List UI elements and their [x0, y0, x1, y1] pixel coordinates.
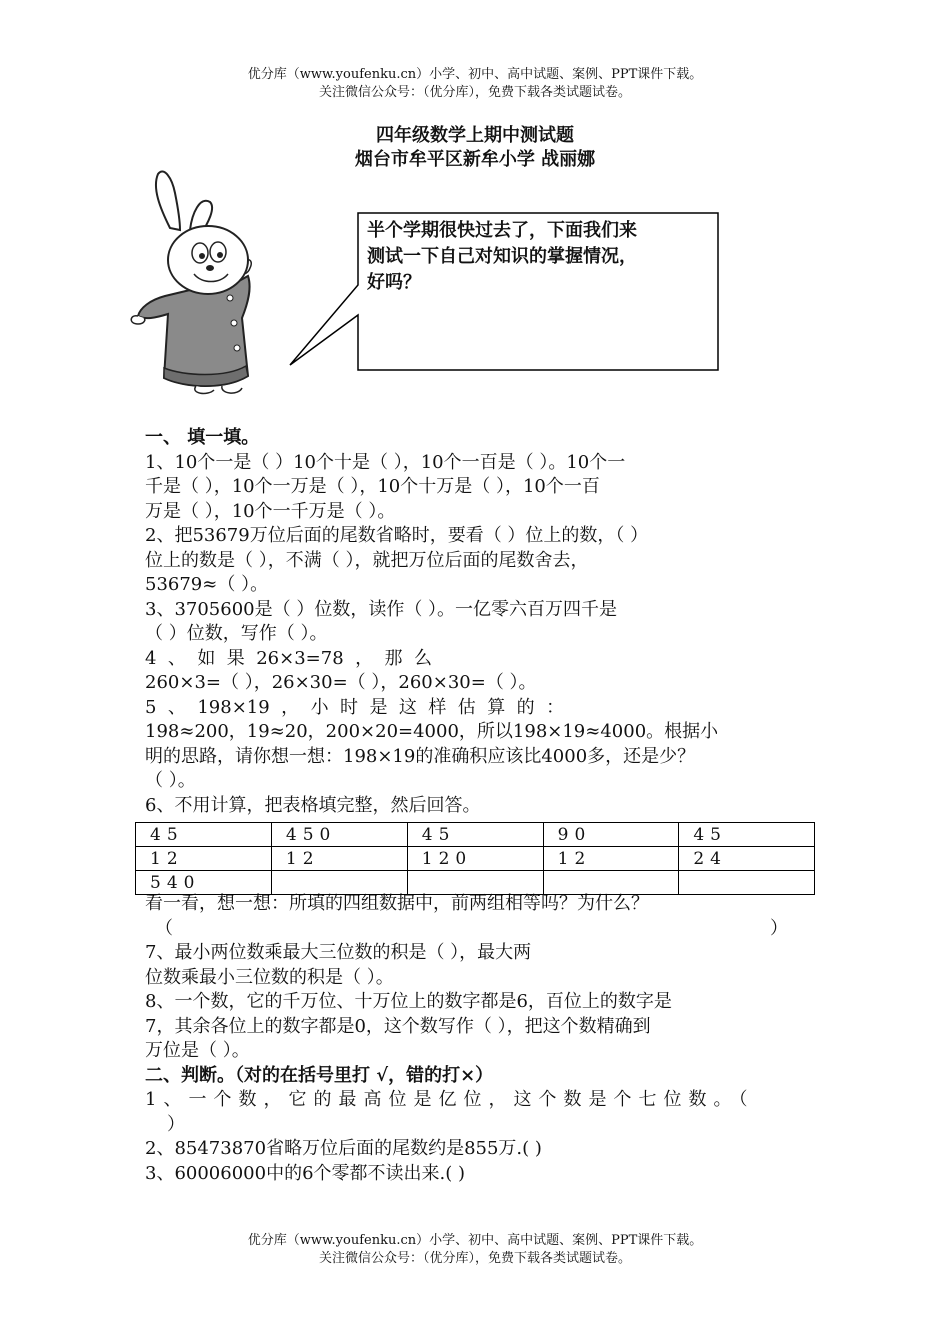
q3-line: （ ）位数，写作（ ）。: [145, 623, 328, 644]
page-title: [0, 124, 950, 172]
q6-question: 看一看，想一想：所填的四组数据中，前两组相等吗？为什么？: [145, 893, 649, 914]
q1-line: 1、10个一是（ ）10个十是（ ），10个一百是（ ）。10个一: [145, 451, 626, 473]
title-school: 烟台市牟平区新牟小学 战丽娜: [354, 149, 596, 170]
table-cell: 90: [543, 823, 679, 847]
q4-line: 260×3=（ ），26×30=（ ），260×30=（ ）。: [145, 672, 537, 693]
table-cell: 12: [543, 847, 679, 871]
q6-intro: 6、不用计算，把表格填完整，然后回答。: [145, 794, 481, 816]
footer-line-2: 关注微信公众号：（优分库），免费下载各类试题试卷。: [318, 1251, 631, 1266]
speech-bubble-text: [367, 218, 712, 296]
q8-line: 万位是（ ）。: [145, 1040, 250, 1061]
page-header: [0, 66, 950, 102]
q3-line: 3、3705600是（ ）位数，读作（ ）。一亿零六百万四千是: [145, 598, 618, 620]
speech-line: 好吗？: [367, 272, 421, 293]
paren-open: （: [155, 917, 173, 939]
j1-line: ）: [167, 1113, 185, 1135]
title-main: 四年级数学上期中测试题: [376, 125, 574, 146]
q5-line: 明的思路，请你想一想：198×19的准确积应该比4000多，还是少？: [145, 745, 696, 767]
table-cell: 24: [679, 847, 815, 871]
header-line-1: 优分库（www.youfenku.cn）小学、初中、高中试题、案例、PPT课件下载。: [247, 67, 703, 82]
section2-heading: 二、判断。（对的在括号里打 √，错的打×）: [145, 1064, 494, 1086]
q5-line: 5 、 198×19 ， 小 时 是 这 样 估 算 的 ：: [145, 696, 565, 718]
j1-line: 1、一个数，它的最高位是亿位，这个数是个七位数。（: [145, 1089, 755, 1110]
q1-line: 千是（ ），10个一万是（ ），10个十万是（ ），10个一百: [145, 476, 600, 497]
speech-line: 测试一下自己对知识的掌握情况，: [367, 246, 637, 267]
q4-line: 4 、 如 果 26×3=78 ， 那 么: [145, 647, 432, 669]
table-cell: 540: [136, 871, 272, 895]
q1-line: 万是（ ），10个一千万是（ ）。: [145, 500, 396, 522]
table-cell: 45: [407, 823, 543, 847]
j3-line: 3、60006000中的6个零都不读出来.( ): [145, 1162, 466, 1184]
j2-line: 2、85473870省略万位后面的尾数约是855万.( ): [145, 1138, 542, 1159]
q7-line: 7、最小两位数乘最大三位数的积是（ ），最大两: [145, 942, 532, 963]
table-cell: [543, 871, 679, 895]
section1-heading: 一、 填一填。: [145, 427, 260, 448]
q6-answer-line: [145, 917, 810, 942]
table-row: [136, 847, 815, 871]
table-cell: [271, 871, 407, 895]
page-footer: [0, 1232, 950, 1268]
paren-close: ）: [770, 917, 788, 939]
question-body: [145, 426, 810, 1186]
footer-line-1: 优分库（www.youfenku.cn）小学、初中、高中试题、案例、PPT课件下载。: [247, 1233, 703, 1248]
q2-line: 2、把53679万位后面的尾数省略时，要看（ ）位上的数，（ ）: [145, 525, 649, 546]
table-cell: 45: [679, 823, 815, 847]
table-cell: [407, 871, 543, 895]
q5-line: （ ）。: [145, 770, 196, 791]
table-cell: 12: [136, 847, 272, 871]
table-cell: 120: [407, 847, 543, 871]
rabbit-illustration: [130, 168, 280, 400]
table-row: [136, 823, 815, 847]
q5-line: 198≈200，19≈20，200×20=4000，所以198×19≈4000。根据小: [145, 721, 719, 742]
q2-line: 53679≈（ ）。: [145, 574, 269, 595]
q8-line: 7，其余各位上的数字都是0，这个数写作（ ），把这个数精确到: [145, 1015, 651, 1037]
table-cell: 12: [271, 847, 407, 871]
q7-line: 位数乘最小三位数的积是（ ）。: [145, 966, 394, 988]
q2-line: 位上的数是（ ），不满（ ），就把万位后面的尾数舍去，: [145, 549, 589, 571]
header-line-2: 关注微信公众号：（优分库），免费下载各类试题试卷。: [318, 85, 631, 100]
q8-line: 8、一个数，它的千万位、十万位上的数字都是6，百位上的数字是: [145, 991, 672, 1012]
multiplication-table: [135, 822, 815, 895]
speech-line: 半个学期很快过去了，下面我们来: [367, 220, 637, 241]
table-cell: [679, 871, 815, 895]
table-cell: 45: [136, 823, 272, 847]
table-cell: 450: [271, 823, 407, 847]
table-row: [136, 871, 815, 895]
